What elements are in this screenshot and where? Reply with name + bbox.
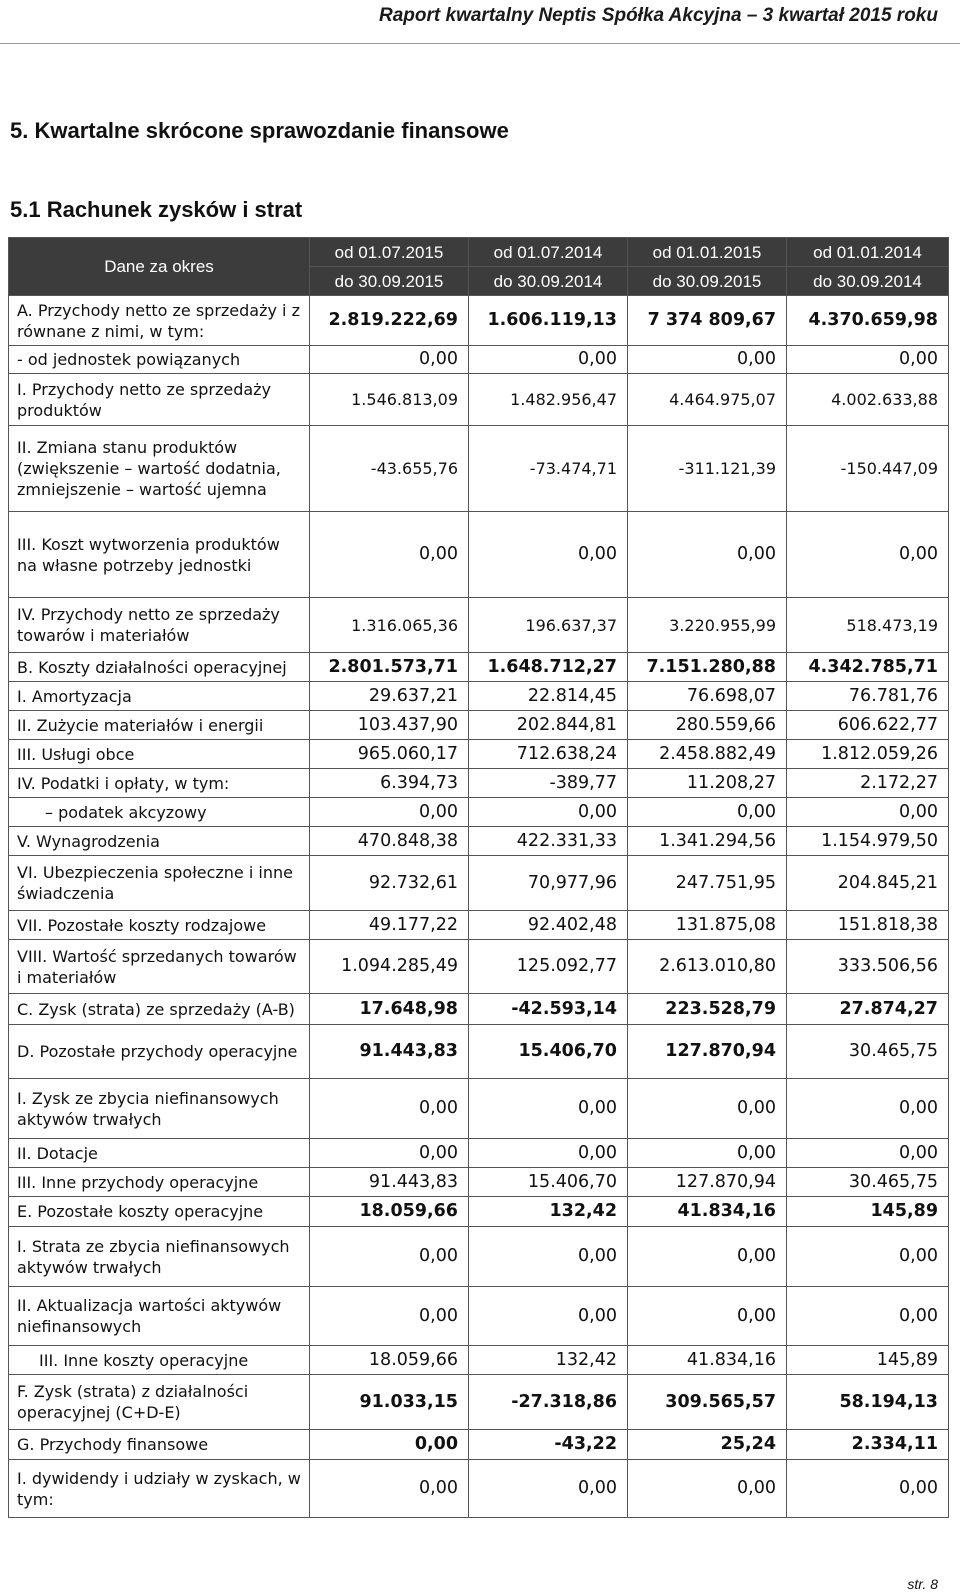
table-row <box>9 1139 949 1168</box>
row-value: 2.172,27 <box>787 769 949 798</box>
row-value: 15.406,70 <box>469 1025 628 1079</box>
row-value: 41.834,16 <box>628 1197 787 1227</box>
row-value: 2.819.222,69 <box>310 296 469 346</box>
row-value: 18.059,66 <box>310 1346 469 1375</box>
row-label: IV. Przychody netto ze sprzedaży towarów i materiałów <box>9 598 310 653</box>
row-value: 7 374 809,67 <box>628 296 787 346</box>
row-value: 0,00 <box>469 1287 628 1346</box>
period-from: od 01.01.2015 <box>628 238 787 267</box>
row-value: 202.844,81 <box>469 711 628 740</box>
row-label: III. Koszt wytworzenia produktów na własne potrzeby jednostki <box>9 512 310 598</box>
row-value: 30.465,75 <box>787 1168 949 1197</box>
row-value: 0,00 <box>628 798 787 827</box>
period-to: do 30.09.2015 <box>310 267 469 296</box>
row-label: I. Przychody netto ze sprzedaży produktów <box>9 374 310 426</box>
row-value: 4.370.659,98 <box>787 296 949 346</box>
row-label: – podatek akcyzowy <box>9 798 310 827</box>
row-label: I. Zysk ze zbycia niefinansowych aktywów trwałych <box>9 1079 310 1139</box>
period-head-label: Dane za okres <box>9 238 310 296</box>
income-statement-table <box>8 237 949 1518</box>
row-value: 0,00 <box>628 1287 787 1346</box>
period-from: od 01.07.2015 <box>310 238 469 267</box>
row-value: 131.875,08 <box>628 911 787 940</box>
table-row <box>9 598 949 653</box>
row-label: VII. Pozostałe koszty rodzajowe <box>9 911 310 940</box>
row-value: 1.154.979,50 <box>787 827 949 856</box>
row-value: 0,00 <box>628 512 787 598</box>
table-row <box>9 1346 949 1375</box>
row-value: 7.151.280,88 <box>628 653 787 682</box>
table-row <box>9 1025 949 1079</box>
row-value: 309.565,57 <box>628 1375 787 1430</box>
row-label: A. Przychody netto ze sprzedaży i z równane z nimi, w tym: <box>9 296 310 346</box>
row-label: VIII. Wartość sprzedanych towarów i materiałów <box>9 940 310 994</box>
table-row <box>9 1460 949 1518</box>
table-row <box>9 682 949 711</box>
table-row <box>9 940 949 994</box>
row-value: 4.002.633,88 <box>787 374 949 426</box>
row-value: 1.341.294,56 <box>628 827 787 856</box>
row-value: 2.458.882,49 <box>628 740 787 769</box>
section-title: 5. Kwartalne skrócone sprawozdanie finansowe <box>10 118 509 143</box>
row-label: - od jednostek powiązanych <box>9 346 310 374</box>
table-row <box>9 827 949 856</box>
row-value: 0,00 <box>310 1430 469 1460</box>
row-value: 0,00 <box>787 798 949 827</box>
table-row <box>9 798 949 827</box>
row-value: -311.121,39 <box>628 426 787 512</box>
period-from: od 01.01.2014 <box>787 238 949 267</box>
row-label: E. Pozostałe koszty operacyjne <box>9 1197 310 1227</box>
row-value: 1.812.059,26 <box>787 740 949 769</box>
table-row <box>9 740 949 769</box>
row-label: B. Koszty działalności operacyjnej <box>9 653 310 682</box>
table-row <box>9 994 949 1025</box>
row-value: 0,00 <box>469 798 628 827</box>
row-value: 0,00 <box>628 1139 787 1168</box>
row-value: 25,24 <box>628 1430 787 1460</box>
row-value: 76.781,76 <box>787 682 949 711</box>
row-value: 1.606.119,13 <box>469 296 628 346</box>
row-value: 0,00 <box>787 1139 949 1168</box>
table-row <box>9 1079 949 1139</box>
table-row <box>9 1168 949 1197</box>
table-row <box>9 653 949 682</box>
row-label: II. Zmiana stanu produktów (zwiększenie – wartość dodatnia, zmniejszenie – wartość ujemna <box>9 426 310 512</box>
period-from: od 01.07.2014 <box>469 238 628 267</box>
table-row <box>9 1227 949 1287</box>
row-value: 3.220.955,99 <box>628 598 787 653</box>
period-to: do 30.09.2014 <box>787 267 949 296</box>
row-label: IV. Podatki i opłaty, w tym: <box>9 769 310 798</box>
table-row <box>9 1197 949 1227</box>
row-value: 22.814,45 <box>469 682 628 711</box>
row-value: -43,22 <box>469 1430 628 1460</box>
row-value: 6.394,73 <box>310 769 469 798</box>
row-value: 0,00 <box>469 1460 628 1518</box>
row-value: 712.638,24 <box>469 740 628 769</box>
row-value: 76.698,07 <box>628 682 787 711</box>
table-row <box>9 346 949 374</box>
row-value: 470.848,38 <box>310 827 469 856</box>
row-value: 92.402,48 <box>469 911 628 940</box>
row-label: III. Inne koszty operacyjne <box>9 1346 310 1375</box>
row-value: 29.637,21 <box>310 682 469 711</box>
subsection-title: 5.1 Rachunek zysków i strat <box>10 197 303 222</box>
header-divider <box>0 43 960 44</box>
table-row <box>9 769 949 798</box>
row-label: II. Dotacje <box>9 1139 310 1168</box>
row-value: 145,89 <box>787 1197 949 1227</box>
row-value: 1.648.712,27 <box>469 653 628 682</box>
row-value: 125.092,77 <box>469 940 628 994</box>
row-value: 0,00 <box>469 1079 628 1139</box>
row-label: V. Wynagrodzenia <box>9 827 310 856</box>
table-row <box>9 1287 949 1346</box>
table-row <box>9 426 949 512</box>
row-value: 0,00 <box>310 1460 469 1518</box>
row-value: 15.406,70 <box>469 1168 628 1197</box>
row-label: II. Aktualizacja wartości aktywów niefinansowych <box>9 1287 310 1346</box>
page-number: str. 8 <box>907 1576 938 1592</box>
row-value: 0,00 <box>628 1460 787 1518</box>
row-label: I. dywidendy i udziały w zyskach, w tym: <box>9 1460 310 1518</box>
table-row <box>9 911 949 940</box>
row-label: I. Strata ze zbycia niefinansowych aktywów trwałych <box>9 1227 310 1287</box>
row-value: 91.443,83 <box>310 1168 469 1197</box>
row-value: 0,00 <box>310 1139 469 1168</box>
row-value: 41.834,16 <box>628 1346 787 1375</box>
table-row <box>9 1375 949 1430</box>
row-label: III. Inne przychody operacyjne <box>9 1168 310 1197</box>
row-value: 2.613.010,80 <box>628 940 787 994</box>
row-value: 1.094.285,49 <box>310 940 469 994</box>
row-value: 0,00 <box>787 1079 949 1139</box>
row-value: 0,00 <box>310 1079 469 1139</box>
row-value: 58.194,13 <box>787 1375 949 1430</box>
row-value: 2.801.573,71 <box>310 653 469 682</box>
row-value: -27.318,86 <box>469 1375 628 1430</box>
row-value: 70,977,96 <box>469 856 628 911</box>
row-value: 27.874,27 <box>787 994 949 1025</box>
row-label: G. Przychody finansowe <box>9 1430 310 1460</box>
row-value: 965.060,17 <box>310 740 469 769</box>
row-value: 280.559,66 <box>628 711 787 740</box>
row-value: 1.316.065,36 <box>310 598 469 653</box>
row-value: -389,77 <box>469 769 628 798</box>
row-value: 0,00 <box>310 798 469 827</box>
row-value: 0,00 <box>469 1227 628 1287</box>
row-value: 1.546.813,09 <box>310 374 469 426</box>
row-value: 0,00 <box>628 1079 787 1139</box>
row-value: 17.648,98 <box>310 994 469 1025</box>
row-value: 0,00 <box>787 1227 949 1287</box>
row-value: 0,00 <box>628 346 787 374</box>
row-value: 4.464.975,07 <box>628 374 787 426</box>
row-value: 92.732,61 <box>310 856 469 911</box>
row-value: 151.818,38 <box>787 911 949 940</box>
row-value: 0,00 <box>787 1460 949 1518</box>
table-row <box>9 856 949 911</box>
row-value: 0,00 <box>628 1227 787 1287</box>
row-value: 196.637,37 <box>469 598 628 653</box>
row-value: 132,42 <box>469 1346 628 1375</box>
table-row <box>9 512 949 598</box>
row-value: 4.342.785,71 <box>787 653 949 682</box>
report-header: Raport kwartalny Neptis Spółka Akcyjna – 3 kwartał 2015 roku <box>379 5 938 26</box>
row-value: -43.655,76 <box>310 426 469 512</box>
row-value: 0,00 <box>469 1139 628 1168</box>
row-label: C. Zysk (strata) ze sprzedaży (A-B) <box>9 994 310 1025</box>
row-label: F. Zysk (strata) z działalności operacyjnej (C+D-E) <box>9 1375 310 1430</box>
row-value: 91.443,83 <box>310 1025 469 1079</box>
row-label: I. Amortyzacja <box>9 682 310 711</box>
row-value: 0,00 <box>787 512 949 598</box>
table-row <box>9 1430 949 1460</box>
row-value: 0,00 <box>787 346 949 374</box>
row-value: 606.622,77 <box>787 711 949 740</box>
row-value: 145,89 <box>787 1346 949 1375</box>
row-value: 0,00 <box>469 346 628 374</box>
row-value: 1.482.956,47 <box>469 374 628 426</box>
row-label: VI. Ubezpieczenia społeczne i inne świadczenia <box>9 856 310 911</box>
row-value: 18.059,66 <box>310 1197 469 1227</box>
row-value: -150.447,09 <box>787 426 949 512</box>
period-to: do 30.09.2015 <box>628 267 787 296</box>
row-value: 127.870,94 <box>628 1168 787 1197</box>
row-value: 333.506,56 <box>787 940 949 994</box>
row-value: 0,00 <box>310 346 469 374</box>
row-value: 518.473,19 <box>787 598 949 653</box>
table-row <box>9 711 949 740</box>
table-row <box>9 374 949 426</box>
row-value: 0,00 <box>310 512 469 598</box>
row-value: 2.334,11 <box>787 1430 949 1460</box>
row-value: 0,00 <box>310 1227 469 1287</box>
row-value: 247.751,95 <box>628 856 787 911</box>
row-value: 0,00 <box>310 1287 469 1346</box>
row-label: III. Usługi obce <box>9 740 310 769</box>
row-value: 223.528,79 <box>628 994 787 1025</box>
table-header-row <box>9 238 949 267</box>
period-to: do 30.09.2014 <box>469 267 628 296</box>
row-value: 103.437,90 <box>310 711 469 740</box>
row-value: 127.870,94 <box>628 1025 787 1079</box>
row-value: 422.331,33 <box>469 827 628 856</box>
row-value: 11.208,27 <box>628 769 787 798</box>
row-value: 0,00 <box>469 512 628 598</box>
row-value: 49.177,22 <box>310 911 469 940</box>
row-value: -73.474,71 <box>469 426 628 512</box>
row-value: 204.845,21 <box>787 856 949 911</box>
row-label: D. Pozostałe przychody operacyjne <box>9 1025 310 1079</box>
row-value: 30.465,75 <box>787 1025 949 1079</box>
row-label: II. Zużycie materiałów i energii <box>9 711 310 740</box>
row-value: 132,42 <box>469 1197 628 1227</box>
row-value: 91.033,15 <box>310 1375 469 1430</box>
row-value: -42.593,14 <box>469 994 628 1025</box>
row-value: 0,00 <box>787 1287 949 1346</box>
table-row <box>9 296 949 346</box>
